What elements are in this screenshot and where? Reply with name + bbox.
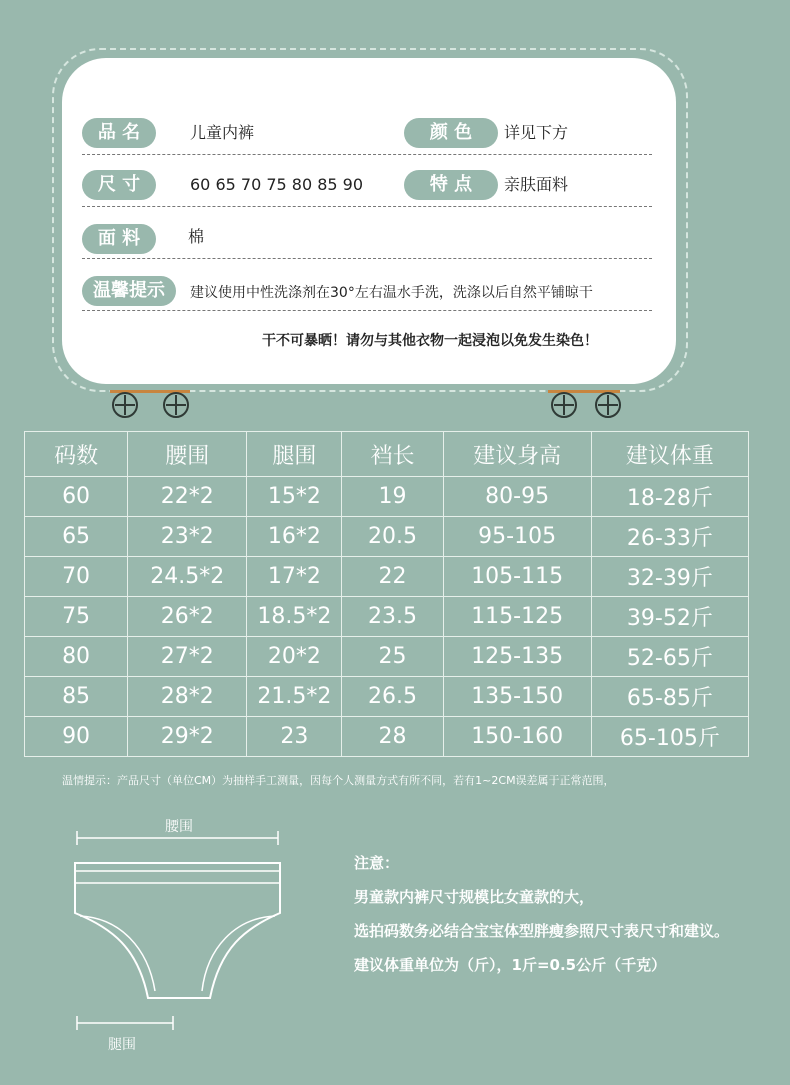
wheel-icon (595, 392, 621, 418)
fabric-label: 面 料 (82, 224, 156, 254)
table-cell: 16*2 (247, 517, 342, 557)
table-header: 码数 (25, 432, 128, 477)
fabric-value: 棉 (188, 227, 205, 246)
table-cell: 20.5 (342, 517, 443, 557)
table-row (25, 637, 749, 677)
size-label: 尺 寸 (82, 170, 156, 200)
measure-tip: 温情提示：产品尺寸（单位CM）为抽样手工测量，因每个人测量方式有所不同，若有1~2CM误差属于正常范围， (62, 774, 615, 787)
table-cell: 105-115 (443, 557, 591, 597)
table-cell: 150-160 (443, 717, 591, 757)
table-cell: 28*2 (128, 677, 247, 717)
table-cell: 39-52斤 (591, 597, 748, 637)
table-cell: 25 (342, 637, 443, 677)
table-cell: 26*2 (128, 597, 247, 637)
table-cell: 52-65斤 (591, 637, 748, 677)
info-row-fabric (82, 218, 652, 259)
table-cell: 70 (25, 557, 128, 597)
table-cell: 60 (25, 477, 128, 517)
table-cell: 32-39斤 (591, 557, 748, 597)
table-header: 建议身高 (443, 432, 591, 477)
wheel-icon (112, 392, 138, 418)
underwear-diagram (60, 808, 300, 1058)
notice-line3: 建议体重单位为（斤），1斤=0.5公斤（千克） (354, 956, 667, 974)
table-cell: 80 (25, 637, 128, 677)
table-cell: 90 (25, 717, 128, 757)
table-row (25, 517, 749, 557)
table-cell: 26-33斤 (591, 517, 748, 557)
info-row-name (82, 114, 652, 155)
table-row (25, 677, 749, 717)
table-header: 腿围 (247, 432, 342, 477)
table-cell: 115-125 (443, 597, 591, 637)
feature-value: 亲肤面料 (504, 175, 569, 194)
info-row-size (82, 166, 652, 207)
tips-line1: 建议使用中性洗涤剂在30°左右温水手洗，洗涤以后自然平铺晾干 (190, 285, 593, 301)
info-row-tips (82, 270, 652, 311)
table-cell: 135-150 (443, 677, 591, 717)
size-table (24, 431, 749, 757)
table-cell: 28 (342, 717, 443, 757)
table-cell: 75 (25, 597, 128, 637)
size-value: 60 65 70 75 80 85 90 (190, 175, 364, 194)
table-cell: 17*2 (247, 557, 342, 597)
table-header: 裆长 (342, 432, 443, 477)
table-cell: 23 (247, 717, 342, 757)
tips-label: 温馨提示 (82, 276, 176, 306)
table-cell: 22 (342, 557, 443, 597)
name-label: 品 名 (82, 118, 156, 148)
name-value: 儿童内裤 (190, 123, 255, 142)
table-cell: 24.5*2 (128, 557, 247, 597)
table-row (25, 717, 749, 757)
table-cell: 23*2 (128, 517, 247, 557)
table-cell: 18.5*2 (247, 597, 342, 637)
table-cell: 21.5*2 (247, 677, 342, 717)
table-cell: 22*2 (128, 477, 247, 517)
table-header: 腰围 (128, 432, 247, 477)
info-card (62, 58, 676, 384)
table-cell: 95-105 (443, 517, 591, 557)
color-label: 颜 色 (404, 118, 498, 148)
notice-line1: 男童款内裤尺寸规模比女童款的大， (354, 888, 595, 906)
notice-title: 注意： (354, 854, 400, 872)
table-cell: 18-28斤 (591, 477, 748, 517)
leg-label: 腿围 (108, 1037, 136, 1053)
table-cell: 65 (25, 517, 128, 557)
tips-line2: 干不可暴晒！请勿与其他衣物一起浸泡以免发生染色！ (262, 333, 598, 349)
table-cell: 27*2 (128, 637, 247, 677)
notice-line2: 选拍码数务必结合宝宝体型胖瘦参照尺寸表尺寸和建议。 (354, 922, 730, 940)
table-cell: 23.5 (342, 597, 443, 637)
table-cell: 19 (342, 477, 443, 517)
table-cell: 26.5 (342, 677, 443, 717)
feature-label: 特 点 (404, 170, 498, 200)
wheel-icon (551, 392, 577, 418)
table-cell: 29*2 (128, 717, 247, 757)
table-cell: 65-105斤 (591, 717, 748, 757)
waist-label: 腰围 (165, 819, 193, 835)
table-header: 建议体重 (591, 432, 748, 477)
wheel-icon (163, 392, 189, 418)
color-value: 详见下方 (504, 123, 569, 142)
table-header-row (25, 432, 749, 477)
table-row (25, 557, 749, 597)
table-cell: 65-85斤 (591, 677, 748, 717)
table-cell: 80-95 (443, 477, 591, 517)
table-cell: 15*2 (247, 477, 342, 517)
table-cell: 20*2 (247, 637, 342, 677)
table-row (25, 477, 749, 517)
table-cell: 125-135 (443, 637, 591, 677)
table-row (25, 597, 749, 637)
table-cell: 85 (25, 677, 128, 717)
